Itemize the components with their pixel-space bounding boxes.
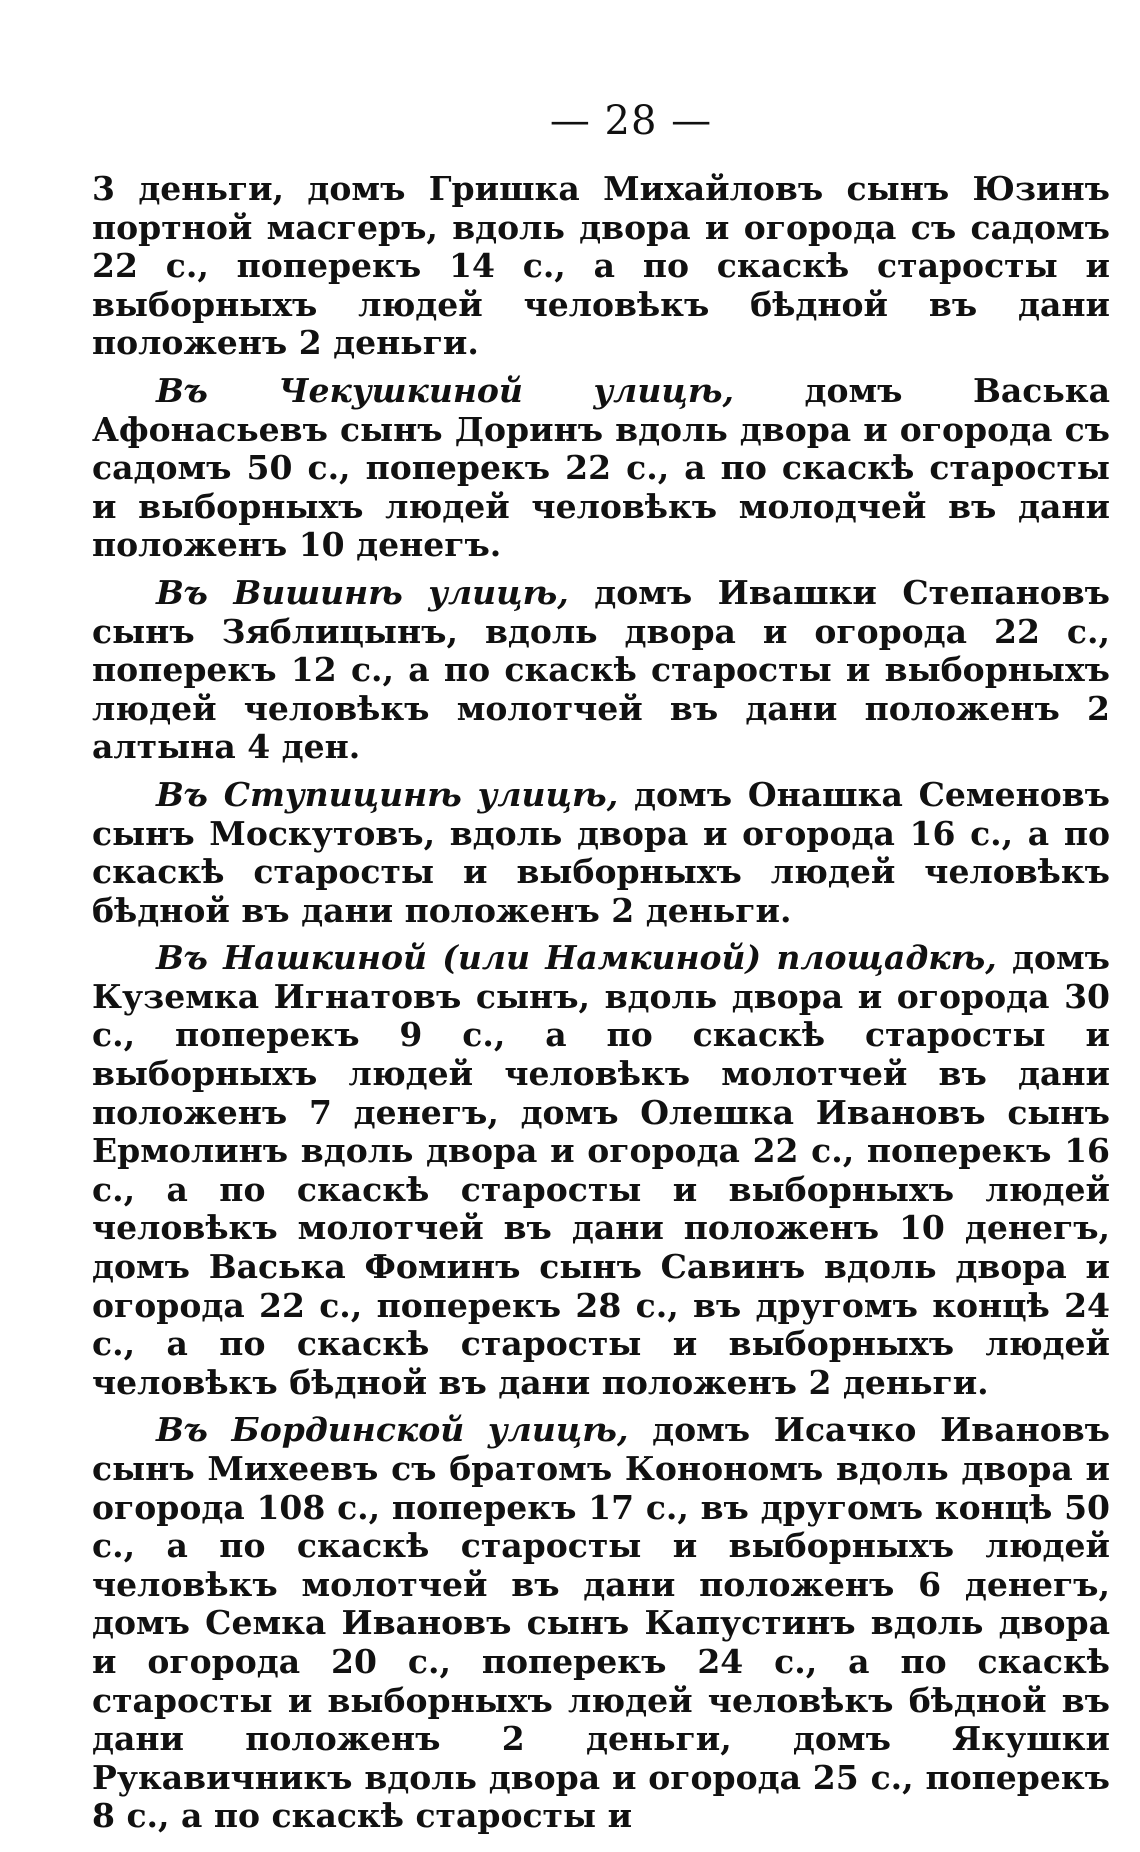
document-page — [92, 96, 1110, 1836]
paragraph-2 — [92, 372, 1110, 565]
street-name: Въ Бординской улицѣ, — [156, 1410, 629, 1450]
page-number: — 28 — — [549, 98, 713, 144]
paragraph-text: домъ Васька Афонасьевъ сынъ Доринъ вдоль двора и огорода съ садомъ 50 с., поперекъ 22 с., а по скаскѣ старосты и выборныхъ людей человѣкъ молодчей въ дани положенъ 10 денегъ. — [92, 370, 1110, 565]
paragraph-text: домъ Исачко Ивановъ сынъ Михеевъ съ братомъ Конономъ вдоль двора и огорода 108 с., поперекъ 17 с., въ другомъ концѣ 50 с., а по скаскѣ старосты и выборныхъ людей человѣкъ молотчей въ дани положенъ 6 денегъ, домъ Семка Ивановъ сынъ Капустинъ вдоль двора и огорода 20 с., поперекъ 24 с., а по скаскѣ старосты и выборныхъ людей человѣкъ бѣдной въ дани положенъ 2 деньги, домъ Якушки Рукавичникъ вдоль двора и огорода 25 с., поперекъ 8 с., а по скаскѣ старосты и — [92, 1410, 1110, 1836]
paragraph-text: домъ Ивашки Степановъ сынъ Зяблицынъ, вдоль двора и огорода 22 с., поперекъ 12 с., а по скаскѣ старосты и выборныхъ людей человѣкъ молотчей въ дани положенъ 2 алтына 4 ден. — [92, 572, 1110, 767]
paragraph-text: 3 деньги, домъ Гришка Михайловъ сынъ Юзинъ портной масгеръ, вдоль двора и огорода съ садомъ 22 с., поперекъ 14 с., а по скаскѣ старосты и выборныхъ людей человѣкъ бѣдной въ дани положенъ 2 деньги. — [92, 169, 1110, 363]
street-name: Въ Чекушкиной улицѣ, — [156, 370, 734, 410]
paragraph-4 — [92, 776, 1110, 930]
paragraph-1 — [92, 170, 1110, 363]
paragraph-text: домъ Онашка Семеновъ сынъ Москутовъ, вдоль двора и огорода 16 с., а по скаскѣ старосты и выборныхъ людей человѣкъ бѣдной въ дани положенъ 2 деньги. — [92, 774, 1110, 930]
paragraph-3 — [92, 574, 1110, 767]
street-name: Въ Ступицинѣ улицѣ, — [156, 774, 619, 814]
street-name: Въ Вишинѣ улицѣ, — [156, 572, 569, 612]
paragraph-6 — [92, 1411, 1110, 1836]
paragraph-text: домъ Куземка Игнатовъ сынъ, вдоль двора и огорода 30 с., поперекъ 9 с., а по скаскѣ старосты и выборныхъ людей человѣкъ молотчей въ дани положенъ 7 денегъ, домъ Олешка Ивановъ сынъ Ермолинъ вдоль двора и огорода 22 с., поперекъ 16 с., а по скаскѣ старосты и выборныхъ людей человѣкъ молотчей въ дани положенъ 10 денегъ, домъ Васька Фоминъ сынъ Савинъ вдоль двора и огорода 22 с., поперекъ 28 с., въ другомъ концѣ 24 с., а по скаскѣ старосты и выборныхъ людей человѣкъ бѣдной въ дани положенъ 2 деньги. — [92, 938, 1110, 1402]
paragraph-5 — [92, 939, 1110, 1402]
street-name: Въ Нашкиной (или Намкиной) площадкѣ, — [156, 938, 997, 978]
